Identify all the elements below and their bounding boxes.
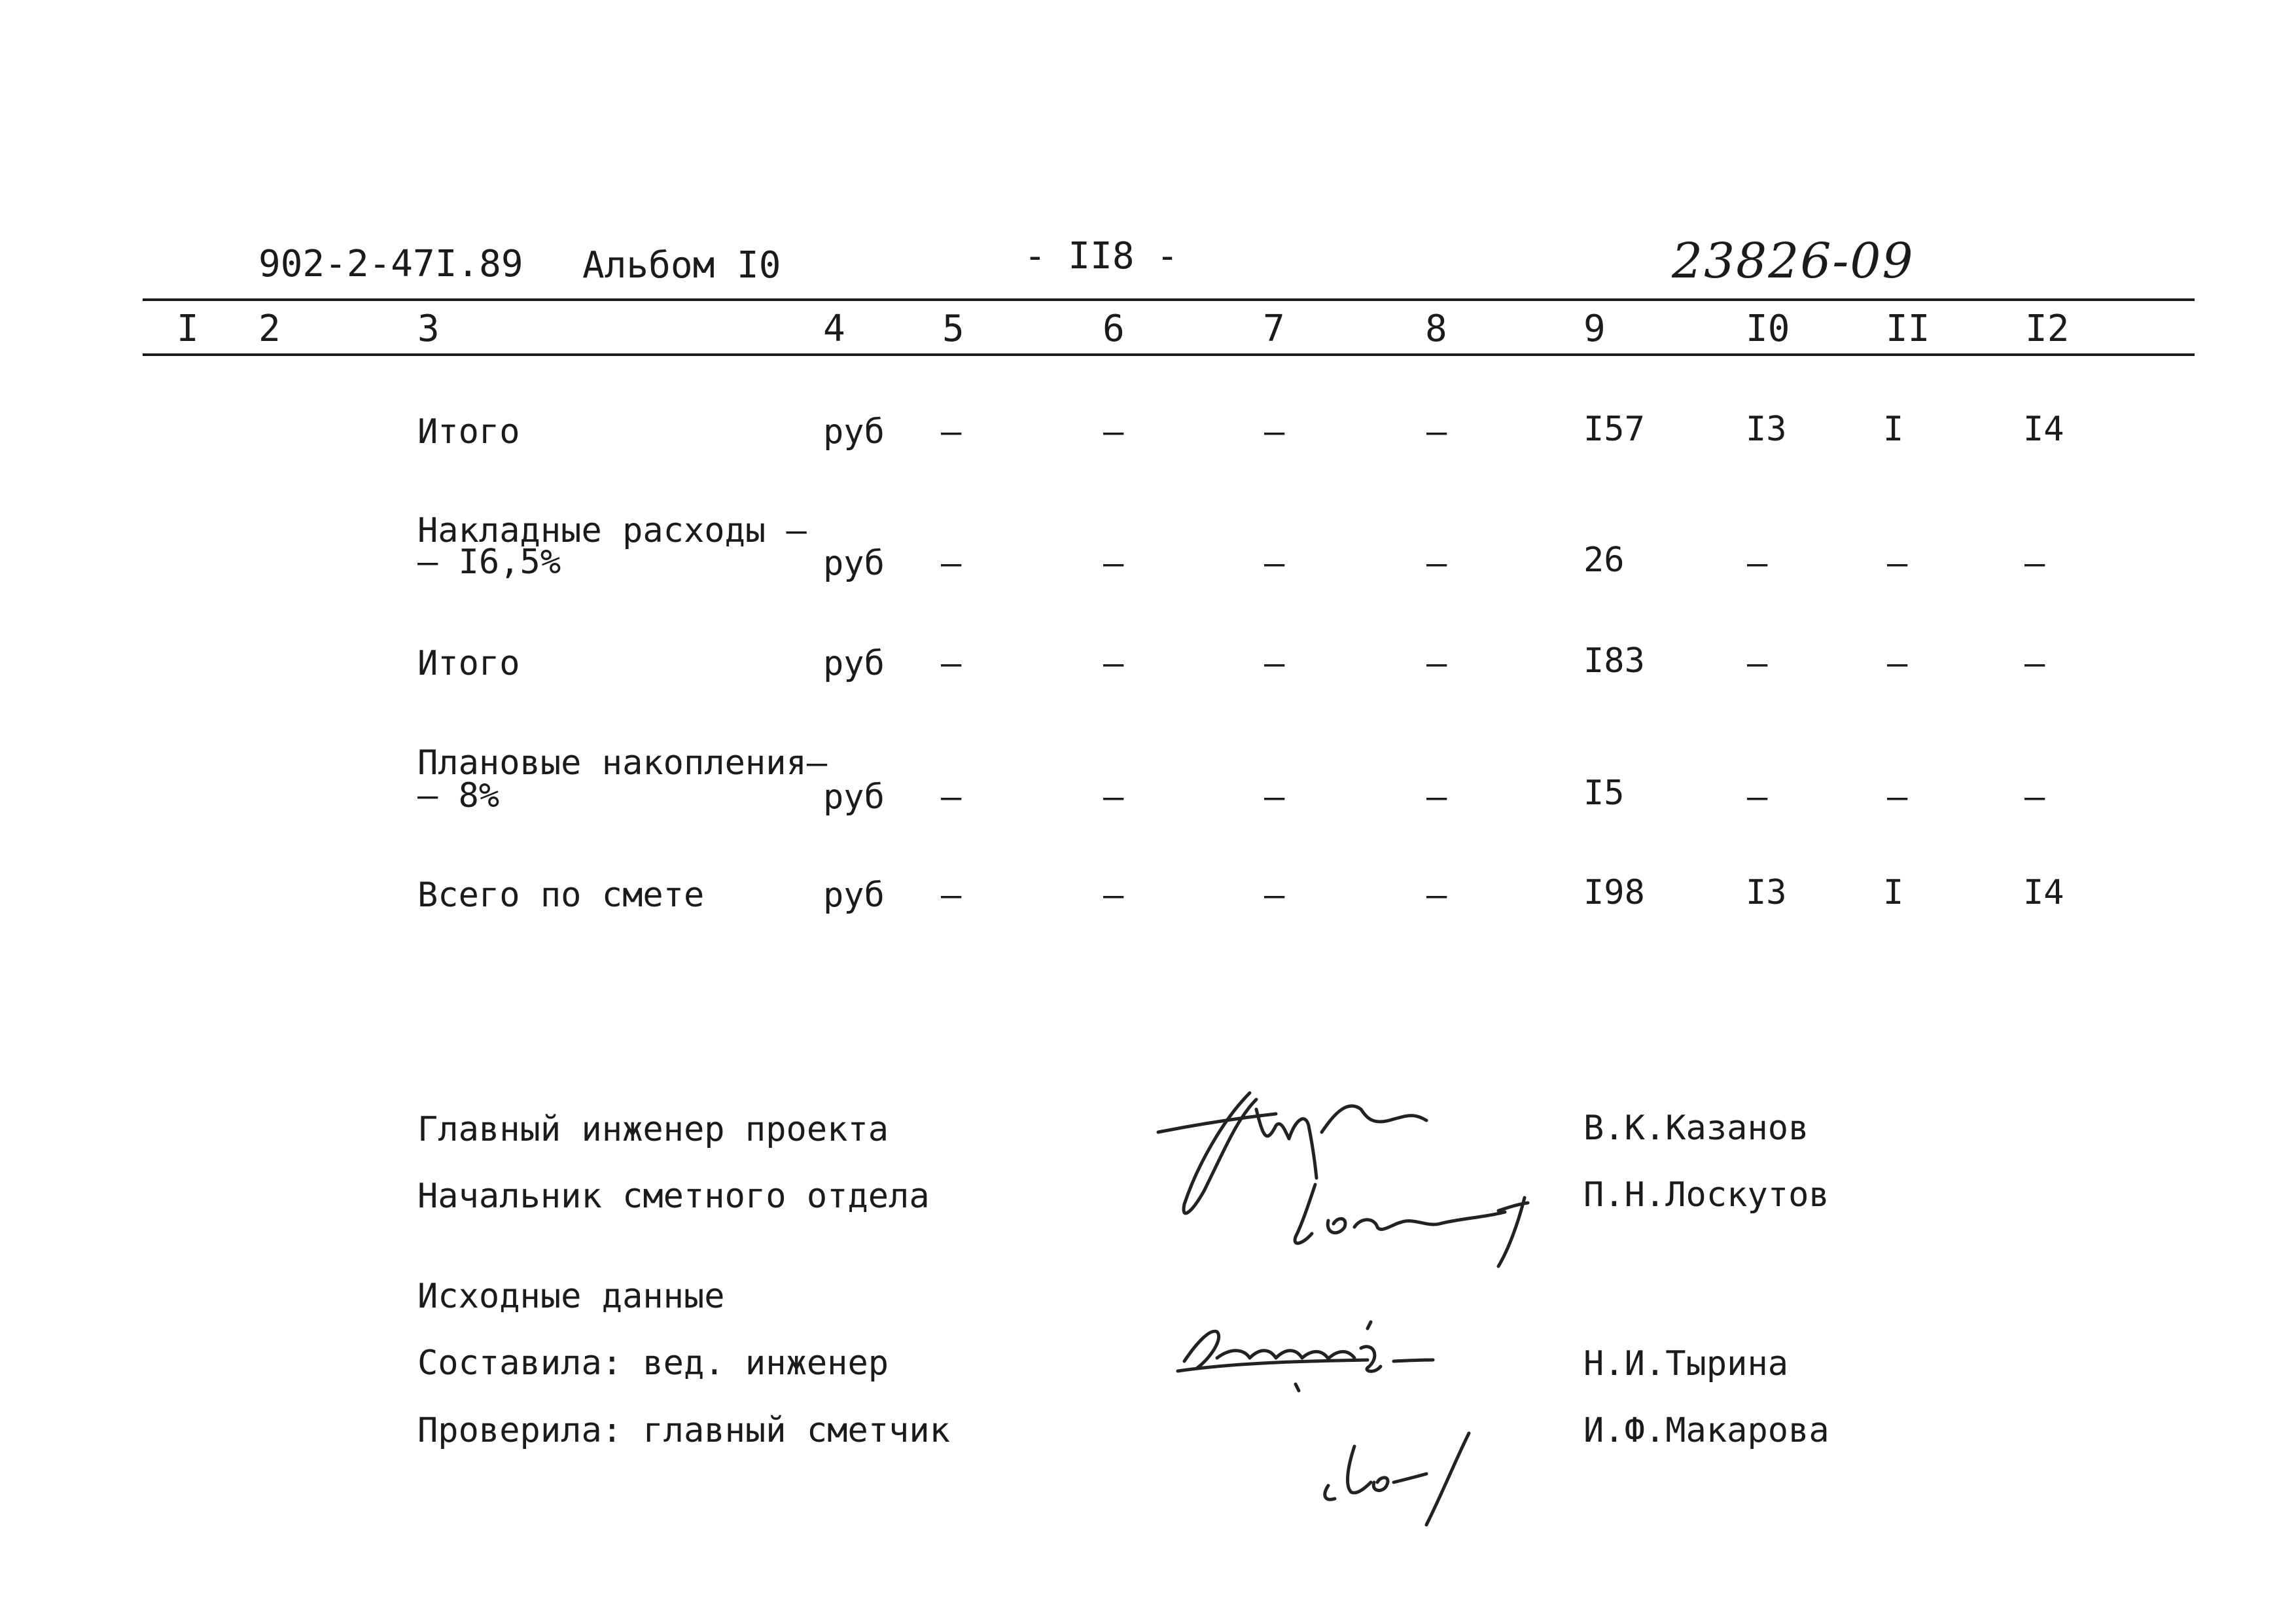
handwritten-signature-4 xyxy=(1309,1420,1505,1531)
row-4-col-9: I5 xyxy=(1583,774,1625,813)
column-number-9: 9 xyxy=(1583,308,1606,350)
row-5-col-9: I98 xyxy=(1583,873,1645,912)
row-4-col-7: – xyxy=(1264,777,1285,817)
row-3-col-5: – xyxy=(941,644,962,683)
signature-role-checked-by: Проверила: главный сметчик xyxy=(417,1411,950,1450)
column-number-2: 2 xyxy=(258,308,281,350)
row-2-col-7: – xyxy=(1264,544,1285,583)
row-3-name: Итого xyxy=(417,644,520,683)
row-3-col-11: – xyxy=(1887,644,1908,683)
row-2-col-9: 26 xyxy=(1583,541,1625,580)
row-2-name-line-1: Накладные расходы – xyxy=(417,511,807,550)
row-5-col-7: – xyxy=(1264,876,1285,915)
row-1-col-9: I57 xyxy=(1583,410,1645,449)
signature-role-estimate-head: Начальник сметного отдела xyxy=(417,1177,930,1216)
column-number-5: 5 xyxy=(942,308,964,350)
row-4-col-10: – xyxy=(1747,777,1768,817)
row-4-col-6: – xyxy=(1103,777,1124,817)
row-2-col-11: – xyxy=(1887,544,1908,583)
row-2-name-line-2: – I6,5% xyxy=(417,543,561,582)
column-number-6: 6 xyxy=(1103,308,1125,350)
row-4-name-line-2: – 8% xyxy=(417,776,500,815)
column-number-8: 8 xyxy=(1425,308,1447,350)
row-3-col-7: – xyxy=(1264,644,1285,683)
signature-role-chief-engineer: Главный инженер проекта xyxy=(417,1110,889,1149)
column-number-10: I0 xyxy=(1746,308,1790,350)
row-3-col-12: – xyxy=(2024,644,2045,683)
section-source-data: Исходные данные xyxy=(417,1277,725,1316)
table-top-rule xyxy=(143,298,2195,301)
row-1-col-8: – xyxy=(1426,412,1447,452)
row-5-unit: руб xyxy=(823,876,885,915)
row-5-col-11: I xyxy=(1883,873,1904,912)
row-3-col-10: – xyxy=(1747,644,1768,683)
row-2-col-10: – xyxy=(1747,544,1768,583)
row-1-col-5: – xyxy=(941,412,962,452)
signature-name-makarova: И.Ф.Макарова xyxy=(1583,1411,1829,1450)
row-2-col-5: – xyxy=(941,544,962,583)
column-number-11: II xyxy=(1886,308,1930,350)
row-1-col-7: – xyxy=(1264,412,1285,452)
row-1-col-11: I xyxy=(1883,410,1904,449)
table-header-bottom-rule xyxy=(143,353,2195,356)
signature-role-compiled-by: Составила: вед. инженер xyxy=(417,1344,889,1383)
row-4-col-8: – xyxy=(1426,777,1447,817)
row-1-unit: руб xyxy=(823,412,885,452)
row-3-col-9: I83 xyxy=(1583,641,1645,681)
row-3-unit: руб xyxy=(823,644,885,683)
row-4-name-line-1: Плановые накопления– xyxy=(417,743,828,783)
row-5-col-5: – xyxy=(941,876,962,915)
column-number-1: I xyxy=(177,308,199,350)
album-label: Альбом I0 xyxy=(582,244,781,287)
signature-name-tyrina: Н.И.Тырина xyxy=(1583,1344,1789,1383)
column-number-7: 7 xyxy=(1263,308,1285,350)
row-2-col-12: – xyxy=(2024,544,2045,583)
column-number-12: I2 xyxy=(2025,308,2070,350)
row-3-col-8: – xyxy=(1426,644,1447,683)
row-5-col-10: I3 xyxy=(1746,873,1787,912)
page-number: - II8 - xyxy=(1024,235,1179,277)
row-4-col-12: – xyxy=(2024,777,2045,817)
row-2-col-6: – xyxy=(1103,544,1124,583)
row-1-col-12: I4 xyxy=(2023,410,2064,449)
row-1-col-10: I3 xyxy=(1746,410,1787,449)
inventory-stamp: 23826-09 xyxy=(1672,233,1915,289)
row-4-col-11: – xyxy=(1887,777,1908,817)
row-1-name: Итого xyxy=(417,412,520,452)
row-5-col-8: – xyxy=(1426,876,1447,915)
signature-name-loskutov: П.Н.Лоскутов xyxy=(1583,1175,1829,1215)
row-1-col-6: – xyxy=(1103,412,1124,452)
row-5-name: Всего по смете xyxy=(417,876,705,915)
handwritten-signature-2 xyxy=(1276,1171,1557,1270)
row-5-col-6: – xyxy=(1103,876,1124,915)
column-number-3: 3 xyxy=(417,308,440,350)
row-3-col-6: – xyxy=(1103,644,1124,683)
row-4-unit: руб xyxy=(823,777,885,817)
signature-name-kazanov: В.К.Казанов xyxy=(1583,1109,1809,1148)
row-4-col-5: – xyxy=(941,777,962,817)
row-2-col-8: – xyxy=(1426,544,1447,583)
column-number-4: 4 xyxy=(823,308,845,350)
handwritten-signature-3 xyxy=(1171,1302,1446,1400)
document-code: 902-2-47I.89 xyxy=(258,243,523,285)
row-5-col-12: I4 xyxy=(2023,873,2064,912)
row-2-unit: руб xyxy=(823,544,885,583)
